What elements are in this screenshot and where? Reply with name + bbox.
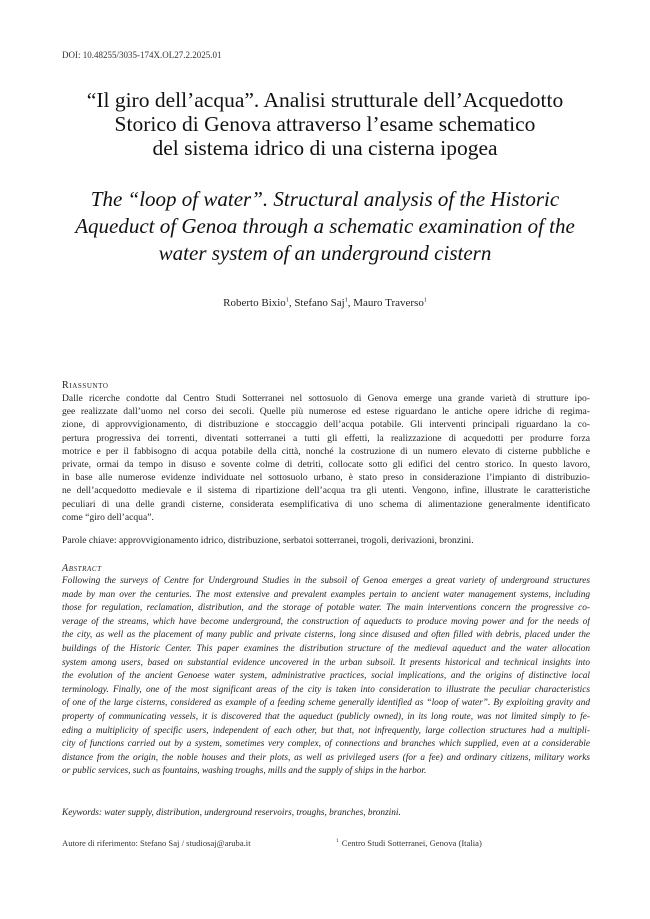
abstract-line: buildings of the Historic Center. This paper examines the distribution structure of the medieval aqueduct and the water allocation [62,643,590,654]
riassunto-line: motrice e per il fabbisogno di acqua potabile della città, nonché la costruzione di un numero elevato di cisterne pubbliche e [62,445,590,457]
abstract-body [62,575,590,779]
author-name: Mauro Traverso [353,297,424,309]
abstract-line: or public services, such as fountains, washing troughs, mills and the supply of ships in the harbor. [62,766,427,777]
title-italian-line: Storico di Genova attraverso l’esame schematico [114,112,536,136]
riassunto-line: private, ormai da tempo in disuso e sovente colme di detriti, collocate sotto gli edifici del centro storico. In questo lavoro, [62,459,590,471]
abstract-line: of one of the large cisterns, considered as example of a feeding scheme generally identified as “loop of water”. By exploiting gravity and [62,698,590,709]
affiliation-mark: 1 [423,297,427,304]
author-list: Roberto Bixio$^1$, Stefano Saj$^1$, Mauro Traverso$^1$ [223,297,427,309]
title-english-line: Aqueduct of Genoa through a schematic examination of the [75,214,575,238]
riassunto-line: come “giro dell’acqua”. [62,511,154,523]
abstract-line: system among users, based on substantial evidence uncovered in the urban subsoil. It presents historical and technical insights into [62,657,590,668]
keywords: Keywords: water supply, distribution, underground reservoirs, troughs, branches, bronzini. [62,808,401,818]
abstract-line: those for regulation, reclamation, distribution, and the storage of potable water. The main interventions concern the progressive co- [62,603,590,614]
author-name: Stefano Saj [294,297,345,309]
affiliation-mark: 1 [336,838,339,845]
riassunto-line: pertura progressiva dei torrenti, diventati sotterranei a tutti gli effetti, la realizzazione di acquedotti per produrre forza [62,432,590,444]
riassunto-line: gee realizzate dall’uomo nel corso dei secoli. Quelle più numerose ed estese riguardano le antiche opere idriche di regima- [62,406,590,418]
riassunto-body [62,392,590,524]
abstract-heading: Abstract [62,563,102,574]
riassunto-heading: Riassunto [62,380,109,391]
abstract-line: city of functions carried out by a system, sometimes very complex, of connections and branches which supplied, even at a considerable [62,739,590,750]
title-english-line: The “loop of water”. Structural analysis of the Historic [90,187,560,211]
title-italian-line: del sistema idrico di una cisterna ipogea [152,136,498,160]
title-english [40,186,610,267]
parole-chiave: Parole chiave: approvvigionamento idrico, distribuzione, serbatoi sotterranei, trogoli, derivazioni, bronzini. [62,535,474,546]
riassunto-line: zione, di approvvigionamento, di distribuzione e stoccaggio dell’acqua potabile. Gli interventi principali riguardano la co- [62,419,590,431]
affiliation-mark: 1 [344,297,348,304]
title-english-line: water system of an underground cistern [158,241,492,265]
abstract-line: distance from the origin, the noble houses and their plots, as well as privileged users (for a fee) and ordinary citizens, military works [62,752,590,763]
abstract-line: Following the surveys of Centre for Underground Studies in the subsoil of Genoa emerges a great variety of underground structures [62,576,590,586]
affiliation-mark: 1 [285,297,289,304]
abstract-line: property of communicating vessels, it is discovered that the aqueduct (publicly owned), in its long route, was not limited simply to fe- [62,711,590,722]
title-italian [40,88,610,160]
abstract-line: terminology. Finally, one of the most significant areas of the city is taken into consideration to illustrate the peculiar characteristics [62,684,590,695]
doi: DOI: 10.48255/3035-174X.OL27.2.2025.01 [62,50,222,60]
affiliation-text: Centro Studi Sotterranei, Genova (Italia) [341,838,482,848]
abstract-line: verage of the streams, which have become underground, the construction of aqueducts to produce moving power and for the needs of [62,616,590,627]
abstract-line: the city, as well as the placement of many public and private cisterns, long since disused and often filled with debris, placed under the [62,630,590,641]
riassunto-line: Dalle ricerche condotte dal Centro Studi Sotterranei nel sottosuolo di Genova emerge una grande varietà di strutture ipo- [62,393,590,404]
author-name: Roberto Bixio [223,297,286,309]
abstract-line: the evolution of the ancient Genoese water system, administrative practices, social implications, and the origins of distinctive local [62,671,590,682]
corresponding-author: Autore di riferimento: Stefano Saj / studiosaj@aruba.it [62,838,251,848]
riassunto-line: ne dell’acquedotto medievale e il sistema di ripartizione dell’acqua tra gli utenti. Vengono, infine, illustrate le caratteristiche [62,485,590,497]
riassunto-line: in base alle numerose evidenze individuate nel sottosuolo urbano, è stato preso in considerazione l’impianto di distribuzio- [62,472,590,484]
title-italian-line: “Il giro dell’acqua”. Analisi strutturale dell’Acquedotto [86,88,564,112]
affiliation-note [336,838,482,848]
abstract-line: made by man over the centuries. The most extensive and prevalent examples pertain to ancient water management systems, including [62,589,590,600]
riassunto-line: peculiari di una delle grandi cisterne, considerata esemplificativa di uno schema di alimentazione generalmente identificato [62,498,590,510]
abstract-line: eding a multiplicity of specific users, independent of each other, but that, not infrequently, large collection structures had a multipli- [62,725,590,736]
